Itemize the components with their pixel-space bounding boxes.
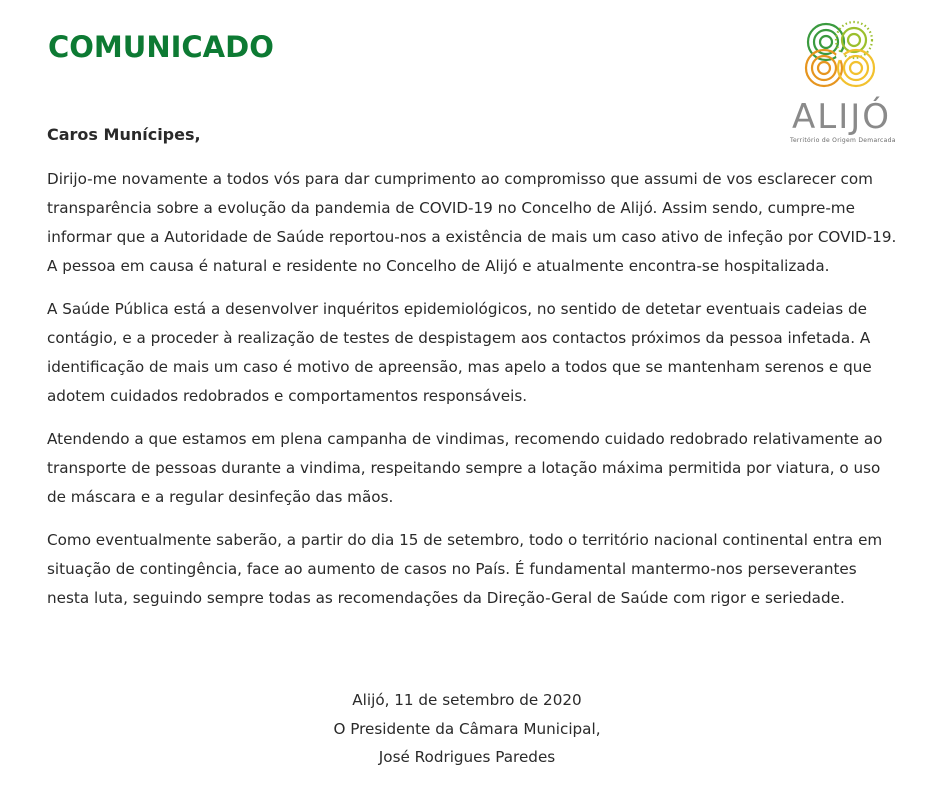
greeting: Caros Munícipes,: [47, 125, 201, 144]
page-title: COMUNICADO: [48, 30, 274, 64]
place-date: Alijó, 11 de setembro de 2020: [352, 691, 582, 709]
logo-wordmark: ALIJÓ: [792, 97, 892, 137]
paragraph-1: Dirijo-me novamente a todos vós para dar cumprimento ao compromisso que assumi de vos esclarecer com transparência sobre a evolução da pandemia de COVID-19 no Concelho de Alijó. Assim sendo, cumpre-me informar que a Autoridade de Saúde reportou-nos a existência de mais um caso ativo de infeção por COVID-19. A pessoa em causa é natural e residente no Concelho de Alijó e atualmente encontra-se hospitalizada.: [47, 170, 897, 275]
logo-tagline: Território de Origem Demarcada: [790, 137, 896, 144]
paragraph-2: A Saúde Pública está a desenvolver inquéritos epidemiológicos, no sentido de detetar eventuais cadeias de contágio, e a proceder à realização de testes de despistagem aos contactos próximos da pessoa infetada. A identificação de mais um caso é motivo de apreensão, mas apelo a todos que se mantenham serenos e que adotem cuidados redobrados e comportamentos responsáveis.: [47, 300, 872, 405]
paragraph-3: Atendendo a que estamos em plena campanha de vindimas, recomendo cuidado redobrado relativamente ao transporte de pessoas durante a vindima, respeitando sempre a lotação máxima permitida por viatura, o uso de máscara e a regular desinfeção das mãos.: [47, 430, 883, 506]
signer-role: O Presidente da Câmara Municipal,: [333, 719, 601, 738]
letter-body: [47, 120, 897, 627]
signature-block: [0, 686, 934, 772]
paragraph-4: Como eventualmente saberão, a partir do dia 15 de setembro, todo o território nacional continental entra em situação de contingência, face ao aumento de casos no País. É fundamental mantermo-nos perseverantes nesta luta, seguindo sempre todas as recomendações da Direção-Geral de Saúde com rigor e seriedade.: [47, 531, 883, 607]
signer-name: José Rodrigues Paredes: [378, 748, 556, 766]
alijo-emblem-icon: [786, 16, 898, 98]
